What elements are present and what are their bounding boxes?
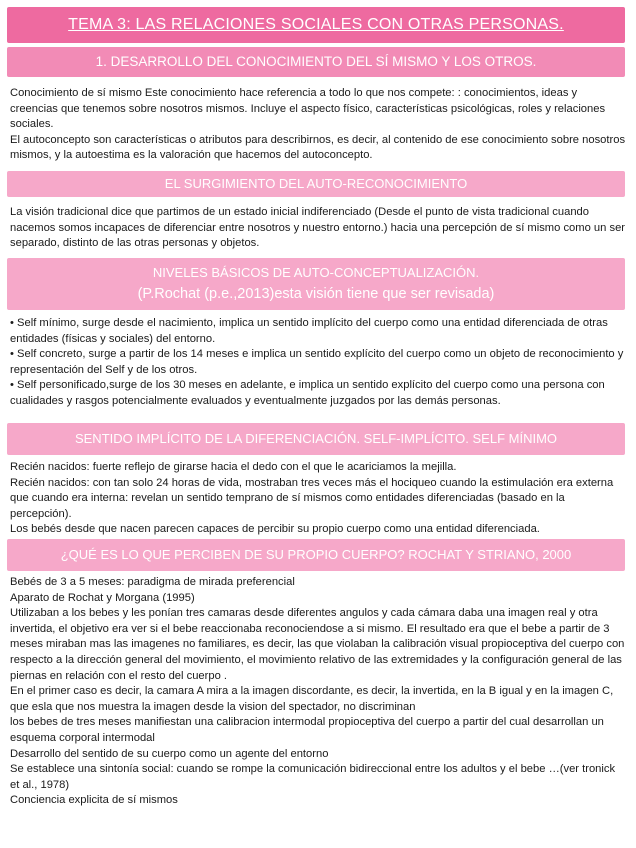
section-heading-1: 1. DESARROLLO DEL CONOCIMIENTO DEL SÍ MISMO Y LOS OTROS.: [95, 54, 537, 69]
paragraph: Desarrollo del sentido de su cuerpo como un agente del entorno: [10, 747, 329, 760]
paragraph: Recién nacidos: fuerte reflejo de girarse hacia el dedo con el que le acariciamos la mejilla.: [10, 461, 457, 473]
paragraph: En el primer caso es decir, la camara A mira a la imagen discordante, es decir, la invertida, en la B igual y en la imagen C, que esla que nos muestra la imagen desde la vision del spectador, no discriminan: [10, 685, 614, 713]
section-subheading-3: (P.Rochat (p.e.,2013)esta visión tiene que ser revisada): [137, 286, 495, 302]
section-banner-3: [7, 258, 625, 310]
paragraph: Los bebés desde que nacen parecen capaces de percibir su propio cuerpo como una entidad diferenciada.: [10, 523, 540, 536]
paragraph: Recién nacidos: con tan solo 24 horas de vida, mostraban tres veces más el hociqueo cuando la estimulación era externa que cuando era interna: revelan un sentido temprano de sí mismos como entidades diferenciadas (basado en la percepción).: [10, 476, 614, 520]
section-body-1: [10, 86, 626, 164]
page-title: TEMA 3: LAS RELACIONES SOCIALES CON OTRAS PERSONAS.: [68, 16, 564, 33]
list-item: • Self personificado,surge de los 30 meses en adelante, e implica un sentido explícito del cuerpo como una persona con cualidades y rasgos potencialmente evaluados y eventualmente juzgados por las demás personas.: [10, 379, 605, 407]
list-item: • Self mínimo, surge desde el nacimiento, implica un sentido implícito del cuerpo como una entidad diferenciada de otras entidades (físicas y sociales) del entorno.: [10, 317, 608, 345]
paragraph: Bebés de 3 a 5 meses: paradigma de mirada preferencial: [10, 576, 295, 588]
title-banner: [7, 7, 625, 43]
paragraph: Utilizaban a los bebes y les ponían tres camaras desde diferentes angulos y cada cámara daba una imagen real y otra invertida, el objetivo era ver si el bebe reaccionaba reconociendose a si mismo. El resultado era que el bebe a partir de 3 meses miraban mas las imagenes no familiares, es decir, las que violaban la calibración visual propioceptiva del cuerpo con respecto a la dirección general del movimiento, el movimiento relativo de las extremidades y la configuración general de las piernas en relación con el resto del cuerpo .: [10, 607, 625, 682]
section-heading-5: ¿QUÉ ES LO QUE PERCIBEN DE SU PROPIO CUERPO? ROCHAT Y STRIANO, 2000: [60, 547, 572, 562]
section-body-2: [10, 205, 626, 252]
section-heading-2: EL SURGIMIENTO DEL AUTO-RECONOCIMIENTO: [164, 176, 468, 191]
paragraph: La visión tradicional dice que partimos de un estado inicial indiferenciado (Desde el punto de vista tradicional cuando nacemos somos incapaces de diferenciar entre nosotros y nuestro entorno.) hacia una percepción de sí mismo como un ser separado, distinto de las otras personas y objetos.: [10, 206, 626, 250]
section-banner-1: [7, 47, 625, 77]
paragraph: El autoconcepto son características o atributos para describirnos, es decir, al contenido de ese conocimiento sobre nosotros mismos, y la autoestima es la valoración que hacemos del autoconcepto.: [10, 133, 626, 162]
section-body-5: [10, 575, 626, 809]
section-heading-3: NIVELES BÁSICOS DE AUTO-CONCEPTUALIZACIÓN.: [152, 265, 480, 280]
paragraph: Aparato de Rochat y Morgana (1995): [10, 591, 195, 604]
paragraph: los bebes de tres meses manifiestan una calibracion intermodal propioceptiva del cuerpo a partir del cual desarrollan un esquema corporal intermodal: [10, 716, 604, 744]
section-banner-4: [7, 423, 625, 455]
section-heading-4: SENTIDO IMPLÍCITO DE LA DIFERENCIACIÓN. SELF-IMPLÍCITO. SELF MÍNIMO: [74, 431, 558, 446]
paragraph: Se establece una sintonía social: cuando se rompe la comunicación bidireccional entre los adultos y el bebe …(ver tronick et al., 1978): [10, 763, 616, 791]
section-banner-5: [7, 539, 625, 571]
paragraph: Conocimiento de sí mismo Este conocimiento hace referencia a todo lo que nos compete: : conocimientos, ideas y creencias que tenemos sobre nosotros mismos. Incluye el aspecto físico, características psicológicas, roles y relaciones sociales.: [10, 87, 606, 131]
section-banner-2: [7, 171, 625, 197]
paragraph: Conciencia explicita de sí mismos: [10, 794, 178, 807]
list-item: • Self concreto, surge a partir de los 14 meses e implica un sentido explícito del cuerpo como un objeto de reconocimiento y representación del Self y de los otros.: [10, 348, 624, 376]
section-body-3: [10, 316, 626, 410]
section-body-4: [10, 460, 626, 538]
